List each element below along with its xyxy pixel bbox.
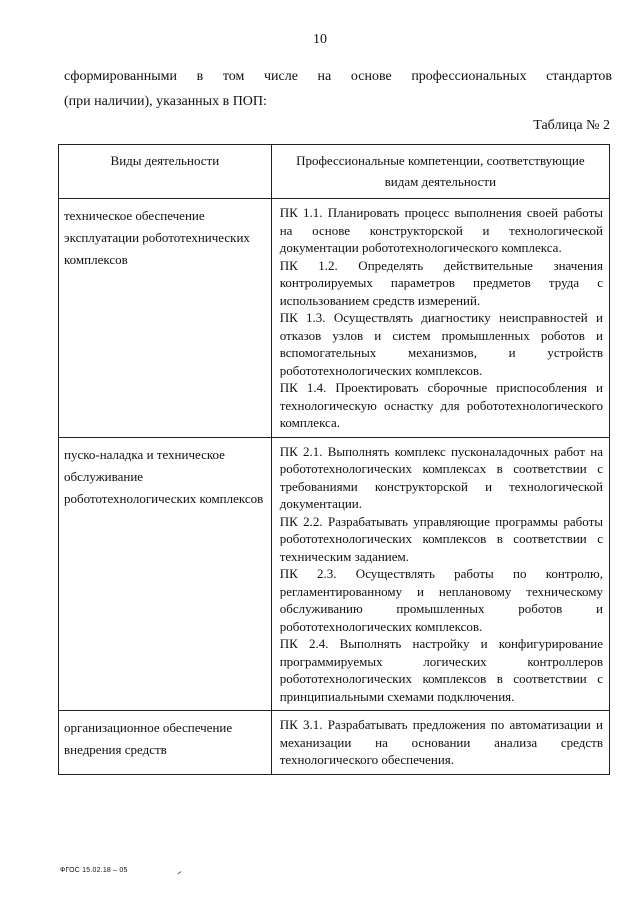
activity-cell: пуско-наладка и техническое обслуживание робототехнологических комплексов bbox=[59, 437, 272, 711]
document-code-footer: ФГОС 15.02.18 – 05 bbox=[60, 867, 128, 874]
competencies-cell bbox=[271, 711, 609, 775]
competency-item: ПК 1.2. Определять действительные значения контролируемых параметров предметов труда с использованием средств измерений. bbox=[279, 257, 603, 308]
activity-cell: организационное обеспечение внедрения средств bbox=[59, 711, 272, 775]
competency-item: ПК 2.3. Осуществлять работы по контролю, регламентированному и неплановому техническому обслуживанию промышленных роботов и робототехнологических комплексов. bbox=[279, 566, 603, 634]
competencies-cell bbox=[271, 437, 609, 711]
table-caption: Таблица № 2 bbox=[533, 118, 610, 133]
competency-item: ПК 2.1. Выполнять комплекс пусконаладочных работ на робототехнологических комплексах в соответствии с требованиями конструкторской и технологической документации. bbox=[279, 443, 603, 511]
intro-paragraph bbox=[64, 64, 612, 114]
table-row bbox=[59, 437, 610, 711]
page-number: 10 bbox=[313, 32, 327, 47]
competency-item: ПК 1.1. Планировать процесс выполнения своей работы на основе конструкторской и технологической документации робототехнологического комплекса. bbox=[279, 205, 603, 255]
competency-item: ПК 3.1. Разрабатывать предложения по автоматизации и механизации на основании анализа средств технологического обеспечения. bbox=[279, 717, 603, 767]
intro-line-2: (при наличии), указанных в ПОП: bbox=[64, 94, 267, 109]
competency-item: ПК 1.4. Проектировать сборочные приспособления и технологическую оснастку для робототехнологического комплекса. bbox=[279, 380, 603, 430]
header-competencies: Профессиональные компетенции, соответствующие видам деятельности bbox=[271, 145, 609, 199]
competency-item: ПК 2.4. Выполнять настройку и конфигурирование программируемых логических контроллеров робототехнологических комплексов в соответствии с принципиальными схемами подключения. bbox=[279, 636, 603, 704]
table-row bbox=[59, 199, 610, 438]
activity-cell: техническое обеспечение эксплуатации робототехнических комплексов bbox=[59, 199, 272, 438]
scan-mark bbox=[178, 871, 183, 876]
table-row bbox=[59, 711, 610, 775]
table-header-row bbox=[59, 145, 610, 199]
intro-line-1: сформированными в том числе на основе профессиональных стандартов bbox=[64, 69, 612, 84]
competencies-cell bbox=[271, 199, 609, 438]
competency-item: ПК 2.2. Разрабатывать управляющие программы работы робототехнологических комплексов в соответствии с техническим заданием. bbox=[279, 513, 603, 564]
competency-item: ПК 1.3. Осуществлять диагностику неисправностей и отказов узлов и систем промышленных роботов и вспомогательных механизмов, и устройств робототехнологических комплексов. bbox=[279, 310, 603, 378]
competencies-table bbox=[58, 144, 610, 775]
header-activities: Виды деятельности bbox=[59, 145, 272, 199]
